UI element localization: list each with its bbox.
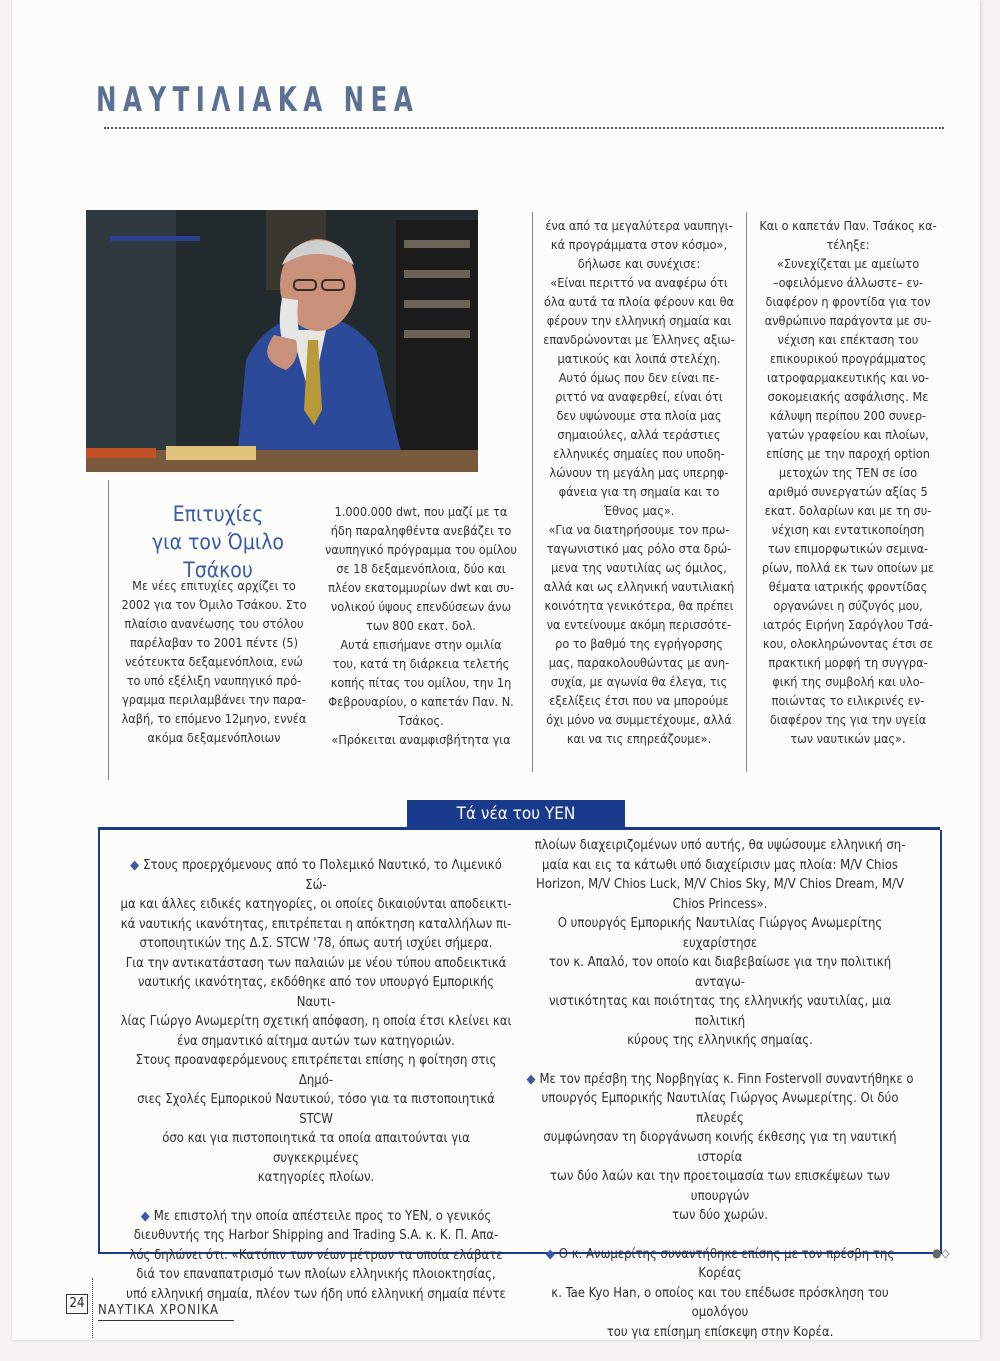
continue-arrow-icon: ●◇ <box>932 1246 950 1260</box>
text-line: –οφειλόμενο άλλωστε– εν- <box>772 275 924 290</box>
text-line: όχι μόνο να συμμετέχουμε, αλλά <box>546 712 732 727</box>
text-line: Με επιστολή την οποία απέστειλε προς το ΥΕΝ, ο γενικός <box>153 1208 492 1224</box>
text-line: του για επίσημη επίσκεψη στην Κορέα. <box>606 1324 834 1340</box>
text-line: μενα της ναυτιλίας ως όμιλος, <box>551 560 727 575</box>
column-divider <box>746 212 747 772</box>
text-line: τον κ. Απαλό, τον οποίο και διαβεβαίωσε για την πολιτική ανταγω- <box>548 955 892 990</box>
text-line: διά τον επαναπατρισμό των πλοίων ελληνικής πλοιοκτησίας, <box>136 1267 496 1282</box>
article-column-2 <box>318 502 524 749</box>
text-line: ένα σημαντικό αίτημα αυτών των κατηγοριών. <box>177 1033 455 1049</box>
text-line: φική της συμβολή και υλο- <box>772 674 924 689</box>
text-line: σημαιούλες, αλλά τεράστιες <box>557 427 721 442</box>
text-line: νεότευκτα δεξαμενόπλοια, ενώ <box>125 654 303 669</box>
text-line: Αυτά επισήμανε στην ομιλία <box>340 637 502 652</box>
text-line: ναυτικής ικανότητας, εκδόθηκε από τον υπουργό Εμπορικής Ναυτι- <box>137 975 495 1010</box>
text-line: επίσης με την παροχή option <box>766 446 930 461</box>
text-line: δήλωσε και συνέχισε: <box>577 256 701 271</box>
section-title: ΝΑΥΤΙΛΙΑΚΑ ΝΕΑ <box>96 80 420 120</box>
text-line: φέρουν την ελληνική σημαία και <box>546 313 732 328</box>
text-line: στοποιητικών της Δ.Σ. STCW '78, όπως αυτή ισχύει σήμερα. <box>139 936 493 951</box>
text-line: επικουρικού προγράμματος <box>769 351 927 366</box>
text-line: σιες Σχολές Εμπορικού Ναυτικού, τόσο για τα πιστοποιητικά STCW <box>137 1092 495 1127</box>
text-line: των 800 εκατ. δολ. <box>366 618 476 633</box>
text-line: των ναυτικών μας». <box>790 731 906 746</box>
text-line: όλα αυτά τα πλοία φέρουν και θα <box>543 294 735 309</box>
text-line: ήδη παραληφθέντα ανεβάζει το <box>330 523 512 538</box>
text-line: ρίων, πολλά εκ των οποίων με <box>761 560 935 575</box>
text-line: ακόμα δεξαμενόπλοιων <box>147 730 281 745</box>
text-line: Με νέες επιτυχίες αρχίζει το <box>132 578 296 593</box>
text-line: ποιώντας το ειλικρινές εν- <box>771 693 925 708</box>
text-line: θέματα ιατρικής φροντίδας <box>768 579 928 594</box>
text-line: πλαίσιο ανανέωσης του στόλου <box>124 616 304 631</box>
text-line: ναυπηγικό πρόγραμμα του ομίλου <box>325 542 517 557</box>
news-item <box>120 856 512 1188</box>
text-line: πλέον εκατομμυρίων dwt και συ- <box>328 580 514 595</box>
text-line: νέχιση και επέκταση του <box>777 332 919 347</box>
text-line: ανθρώπινο παράγοντα με συ- <box>764 313 932 328</box>
text-line: του, κατά τη διάρκεια τελετής <box>332 656 510 671</box>
headline-line-1: Επιτυχίες <box>172 502 264 526</box>
text-line: λώνουν τη μεγάλη μας υπερηφ- <box>549 465 729 480</box>
text-line: τέληξε: <box>826 237 870 252</box>
page-number: 24 <box>66 1294 88 1314</box>
text-line: το υπό εξέλιξη ναυπηγικό πρό- <box>126 673 302 688</box>
text-line: κά προγράμματα στον κόσμο», <box>550 237 728 252</box>
text-line: Ο κ. Ανωμερίτης συναντήθηκε επίσης με τον πρέσβη της Κορέας <box>558 1246 895 1281</box>
text-line: να εντείνουμε ακόμη περισσότε- <box>546 617 732 632</box>
text-line: Φεβρουαρίου, ο καπετάν Παν. Ν. <box>328 694 514 709</box>
news-column-left <box>120 856 512 1323</box>
text-line: παρέλαβαν το 2001 πέντε (5) <box>129 635 299 650</box>
text-line: 1.000.000 dwt, που μαζί με τα <box>334 504 508 519</box>
text-line: υπουργός Εμπορικής Ναυτιλίας Γιώργος Ανωμερίτης. Οι δύο πλευρές <box>541 1091 899 1126</box>
text-line: «Πρόκειται αναμφισβήτητα για <box>331 732 511 747</box>
text-line: κοινότητα γενικότερα, θα πρέπει <box>544 598 734 613</box>
diamond-bullet-icon: ◆ <box>526 1071 536 1087</box>
news-item <box>524 1070 916 1226</box>
text-line: λίας Γιώργο Ανωμερίτη σχετική απόφαση, η οποία έτσι κλείνει και <box>120 1014 512 1029</box>
text-line: Έθνος μας». <box>603 503 675 518</box>
text-line: διαφέρον της για την υγεία <box>769 712 927 727</box>
text-line: επανδρώνονται με Έλληνες αξιω- <box>543 332 735 347</box>
text-line: νιστικότητας και ποιότητας της ελληνικής ναυτιλίας, μια πολιτική <box>548 994 892 1029</box>
text-line: φάνεια για τη σημαία και το <box>558 484 720 499</box>
text-line: διευθυντής της Harbor Shipping and Trading S.A. κ. Κ. Π. Απα- <box>133 1228 499 1243</box>
text-line: μα και άλλες ειδικές κατηγορίες, οι οποίες δικαιούνται αποδεικτι- <box>120 897 512 912</box>
text-line: κά ναυτικής ικανότητας, επιτρέπεται η απόκτηση καταλλήλων πι- <box>120 916 512 932</box>
text-line: αριθμό συνεργατών αξίας 5 <box>768 484 928 499</box>
text-line: των επιμορφωτικών σεμινα- <box>767 541 929 556</box>
text-line: «Συνεχίζεται με αμείωτο <box>776 256 920 271</box>
text-line: «Είναι περιττό να αναφέρω ότι <box>550 275 728 290</box>
text-line: ιατροφαρμακευτικής και νο- <box>766 370 930 385</box>
text-line: αλλά και ως ελληνική ναυτιλιακή <box>543 579 735 594</box>
text-line: σε 18 δεξαμενόπλοια, δύο και <box>336 561 506 576</box>
news-item <box>524 1245 916 1343</box>
text-line: Στους προαναφερόμενους επιτρέπεται επίσης η φοίτηση στις Δημό- <box>135 1053 497 1088</box>
text-line: λός δηλώνει ότι: «Κατόπιν των νέων μέτρων τα οποία ελάβατε <box>129 1247 503 1263</box>
text-line: Αυτό όμως που δεν είναι πε- <box>558 370 720 385</box>
text-line: κοπής πίτας του ομίλου, την 1η <box>330 675 512 690</box>
text-line: πρακτική μορφή τη συγγρα- <box>768 655 928 670</box>
text-line: ένα από τα μεγαλύτερα ναυπηγι- <box>545 218 733 233</box>
text-line: κύρους της ελληνικής σημαίας. <box>627 1033 813 1048</box>
text-line: ελληνικές σημαίες που υποδη- <box>553 446 725 461</box>
text-line: και να τις επηρεάζουμε». <box>566 731 712 746</box>
text-line: Τσάκος. <box>398 713 444 728</box>
text-line: εξελίξεις έτσι που να μπορούμε <box>549 693 729 708</box>
text-line: Με τον πρέσβη της Νορβηγίας κ. Finn Fostervoll συναντήθηκε ο <box>539 1071 914 1087</box>
text-line: 2002 για τον Όμιλο Τσάκου. Στο <box>121 597 307 612</box>
text-line: μαία και εις τα κάτωθι υπό διαχείρισιν μας πλοία: M/V Chios <box>542 857 898 873</box>
text-line: «Για να διατηρήσουμε τον πρω- <box>548 522 730 537</box>
headline-line-2: για τον Όμιλο Τσάκου <box>152 530 284 582</box>
text-line: διαφέρον η φροντίδα για τον <box>765 294 931 309</box>
text-line: συμφώνησαν τη διοργάνωση κοινής έκθεσης για τη ναυτική ιστορία <box>543 1130 897 1165</box>
text-line: ματικούς και λοιπά στελέχη. <box>557 351 721 366</box>
text-line: των δύο λαών και την προετοιμασία των επισκέψεων των υπουργών <box>549 1169 890 1204</box>
text-line: κου, ολοκληρώνοντας έτσι σε <box>762 636 934 651</box>
text-line: κατηγορίες πλοίων. <box>257 1170 375 1185</box>
text-line: Chios Princess». <box>672 896 768 912</box>
text-line: Και ο καπετάν Παν. Τσάκος κα- <box>759 218 937 233</box>
text-line: πλοίων διαχειριζομένων υπό αυτής, θα υψώσουμε ελληνική ση- <box>534 838 906 853</box>
article-column-4 <box>750 216 946 748</box>
text-line: μας, παρακολουθώντας με ανη- <box>548 655 730 670</box>
text-line: δεν υψώνουμε στα πλοία μας <box>556 408 722 423</box>
text-line: μετοχών της ΤΕΝ σε ίσο <box>778 465 918 480</box>
text-line: των δύο χωρών. <box>672 1208 768 1223</box>
magazine-name: ΝΑΥΤΙΚΑ ΧΡΟΝΙΚΑ <box>98 1303 219 1318</box>
text-line: ιατρός Ειρήνη Σαρόγλου Τσά- <box>763 617 933 632</box>
photo-illustration <box>86 210 478 472</box>
text-line: κάλυψη περίπου 200 συνερ- <box>769 408 927 423</box>
news-item-continued <box>524 836 916 1051</box>
article-column-1 <box>114 576 314 747</box>
article-headline <box>118 500 318 584</box>
text-line: ριττό να αναφερθεί, είναι ότι <box>555 389 723 404</box>
column-divider <box>532 212 533 772</box>
text-line: Horizon, M/V Chios Luck, M/V Chios Sky, M/V Chios Dream, M/V <box>536 877 904 892</box>
text-line: Για την αντικατάσταση των παλαιών με νέου τύπου αποδεικτικά <box>125 955 507 971</box>
text-line: γατών γραφείου και πλοίων, <box>767 427 929 442</box>
text-line: λαβή, το επόμενο 12μηνο, εννέα <box>121 711 307 726</box>
photo-accent-bar <box>110 236 200 241</box>
text-line: ρο το βαθμό της εγρήγορσης <box>555 636 723 651</box>
column-divider <box>108 480 109 780</box>
text-line: Στους προερχόμενους από το Πολεμικό Ναυτικό, το Λιμενικό Σώ- <box>143 858 502 893</box>
news-box-title: Τά νέα του ΥΕΝ <box>407 800 625 828</box>
text-line: Ο υπουργός Εμπορικής Ναυτιλίας Γιώργος Ανωμερίτης ευχαρίστησε <box>557 916 883 951</box>
news-column-right <box>524 836 916 1361</box>
text-line: γραμμα περιλαμβάνει την παρα- <box>122 692 306 707</box>
text-line: όσο και για πιστοποιητικά τα οποία απαιτούνται για συγκεκριμένες <box>162 1131 470 1166</box>
footer-rule <box>98 1320 234 1321</box>
text-line: ταγωνιστικό μας ρόλο στα δρώ- <box>546 541 732 556</box>
text-line: οργανώνει η σύζυγός μου, <box>773 598 923 613</box>
text-line: σοκομειακής ασφάλισης. Με <box>767 389 929 404</box>
diamond-bullet-icon: ◆ <box>130 858 140 873</box>
text-line: νέχιση και εντατικοποίηση <box>771 522 925 537</box>
text-line: υπό ελληνική σημαία, πλέον των ήδη υπό ελληνική σημαία πέντε <box>126 1286 506 1302</box>
text-line: εκατ. δολαρίων και με τη συ- <box>764 503 932 518</box>
diamond-bullet-icon: ◆ <box>140 1208 150 1224</box>
text-line: νολικού ύψους επενδύσεων άνω <box>330 599 512 614</box>
text-line: κ. Tae Kyo Han, ο οποίος και του επέδωσε πρόσκληση του ομολόγου <box>551 1285 889 1320</box>
title-divider <box>104 127 944 129</box>
article-column-3 <box>536 216 742 748</box>
diamond-bullet-icon: ◆ <box>545 1246 555 1262</box>
footer-divider <box>92 1278 93 1338</box>
article-photo <box>86 210 478 472</box>
text-line: συχία, με αγωνία θα έλεγα, τις <box>550 674 728 689</box>
news-item <box>120 1207 512 1305</box>
